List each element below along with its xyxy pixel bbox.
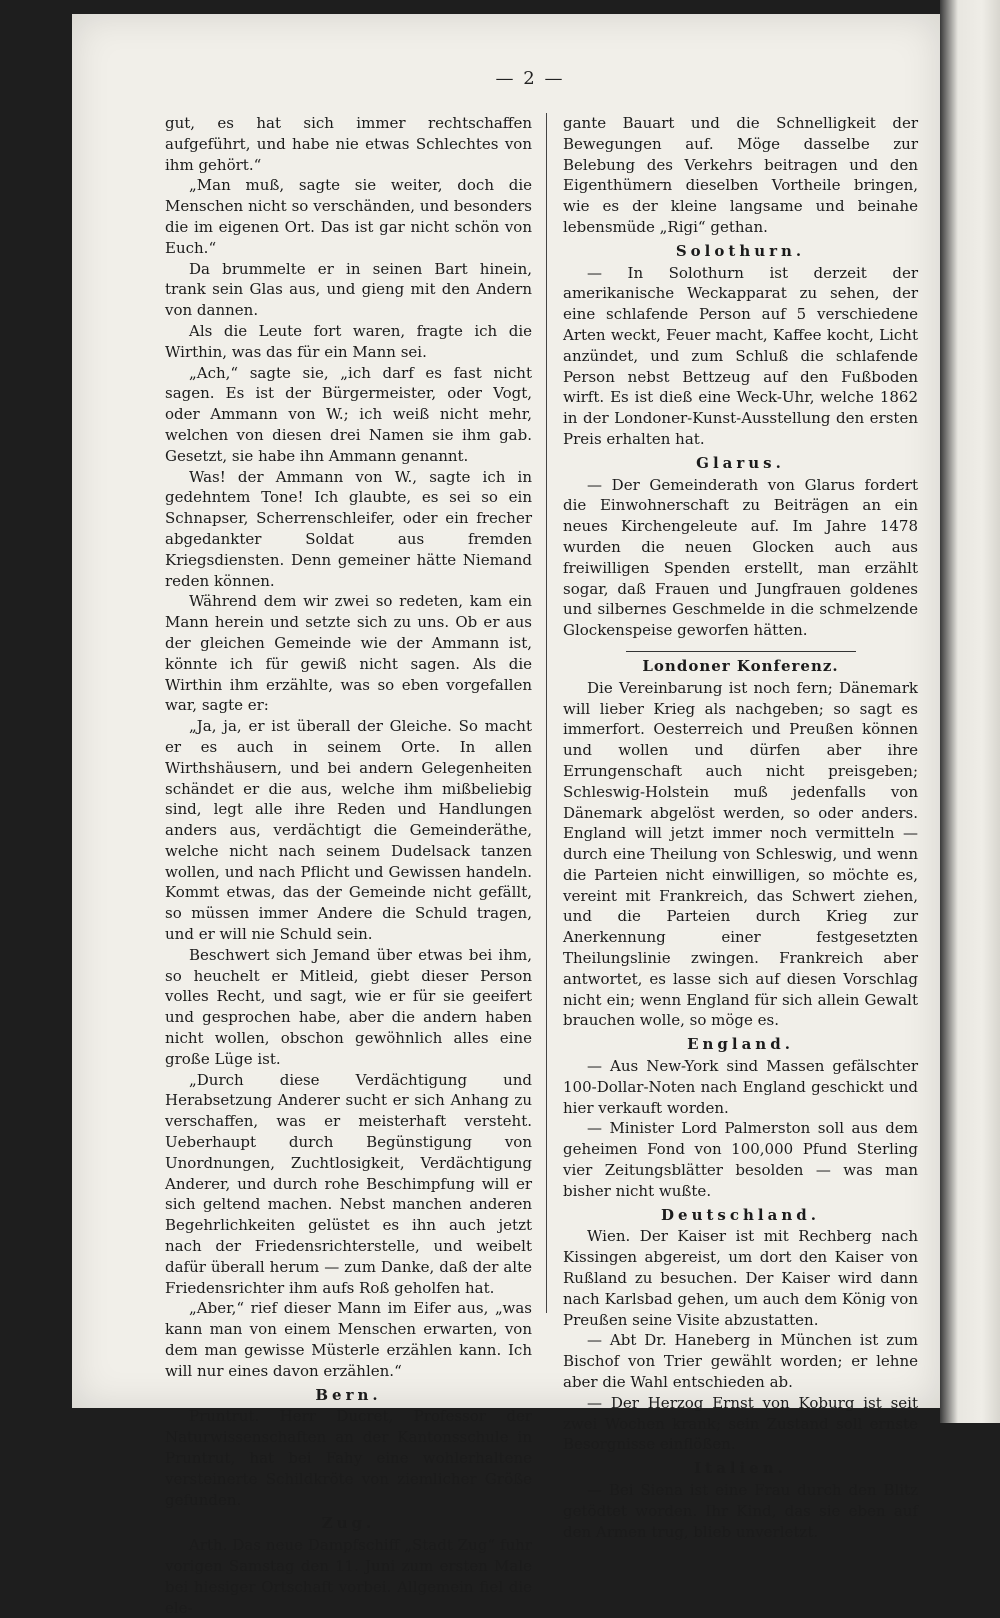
story-paragraph: Was! der Ammann von W., sagte ich in gedehntem Tone! Ich glaubte, es sei so ein Schnapser, Scherrenschleifer, oder ein frecher abgedankter Soldat aus fremden Kriegsdiensten. Denn gemeiner hätte Niemand reden können. (165, 467, 532, 590)
news-paragraph: — Aus New-York sind Massen gefälschter 100-Dollar-Noten nach England geschickt und hier verkauft worden. (563, 1057, 918, 1117)
column-divider (546, 113, 547, 1313)
section-heading-zug: Zug. (321, 1514, 376, 1533)
section-heading-deutschland: Deutschland. (661, 1205, 820, 1224)
story-paragraph: gut, es hat sich immer rechtschaffen aufgeführt, und habe nie etwas Schlechtes von ihm gehört.“ (165, 114, 532, 174)
news-paragraph: — Abt Dr. Haneberg in München ist zum Bischof von Trier gewählt worden; er lehne aber die Wahl entschieden ab. (563, 1331, 918, 1392)
story-paragraph: „Man muß, sagte sie weiter, doch die Menschen nicht so verschänden, und besonders die im eigenen Ort. Das ist gar nicht schön von Euch.“ (165, 176, 532, 257)
section-divider (626, 651, 856, 652)
news-paragraph: Pruntrut. Herr Ducret, Professor der Naturwissenschaften an der Kantonsschule in Pruntrut, hat bei Fahy eine wohlerhaltene versteinerte Schildkröte von ziemlicher Größe gefunden. (165, 1407, 532, 1509)
story-paragraph: „Ach,“ sagte sie, „ich darf es fast nicht sagen. Es ist der Bürgermeister, oder Vogt, oder Ammann von W.; ich weiß nicht mehr, welchen von diesen drei Namen sie ihm gab. Gesetzt, sie habe ihn Ammann genannt. (165, 363, 532, 465)
news-paragraph: — Der Gemeinderath von Glarus fordert die Einwohnerschaft zu Beiträgen an ein neues Kirchengeleute auf. Im Jahre 1478 wurden die neuen Glocken auch aus freiwilligen Spenden erstellt, man erzählt sogar, daß Frauen und Jungfrauen goldenes und silbernes Geschmelde in die schmelzende Glockenspeise geworfen hätten. (563, 475, 918, 640)
section-heading-solothurn: Solothurn. (675, 241, 806, 260)
news-paragraph: — Der Herzog Ernst von Koburg ist seit zwei Wochen krank; sein Zustand soll ernste Besorgnisse einflößen. (563, 1393, 918, 1454)
news-paragraph: gante Bauart und die Schnelligkeit der Bewegungen auf. Möge dasselbe zur Belebung des Verkehrs beitragen und den Eigenthümern dieselben Vortheile bringen, wie es der kleine langsame und beinahe lebensmüde „Rigi“ gethan. (563, 114, 918, 236)
left-column (165, 113, 532, 1618)
news-paragraph: Arth. Das neue Dampfschiff „Stadt Zug“ fuhr vorigen Samstag den 11. Juni zum ersten Male bei hiesiger Ortschaft vorbei. Allgemein fiel die ele- (165, 1536, 532, 1617)
story-paragraph: „Aber,“ rief dieser Mann im Eifer aus, „was kann man von einem Menschen erwarten, von dem man gewisse Müsterle erzählen kann. Ich will nur eines davon erzählen.“ (165, 1299, 532, 1380)
story-paragraph: „Durch diese Verdächtigung und Herabsetzung Anderer sucht er sich Anhang zu verschaffen, was er meisterhaft versteht. Ueberhaupt durch Begünstigung von Unordnungen, Zuchtlosigkeit, Verdächtigung Anderer, und durch rohe Beschimpfung will er sich geltend machen. Nebst manchen anderen Begehrlichkeiten gelüstet es ihn auch jetzt nach der Friedensrichterstelle, und weibelt dafür überall herum — zum Danke, daß der alte Friedensrichter ihm aufs Roß geholfen hat. (165, 1070, 532, 1297)
story-paragraph: Da brummelte er in seinen Bart hinein, trank sein Glas aus, und gieng mit den Andern von dannen. (165, 259, 532, 320)
section-heading-bern: Bern. (315, 1385, 382, 1404)
news-paragraph: Wien. Der Kaiser ist mit Rechberg nach Kissingen abgereist, um dort den Kaiser von Rußland zu besuchen. Der Kaiser wird dann nach Karlsbad gehen, um auch dem König von Preußen seine Visite abzustatten. (563, 1227, 918, 1329)
section-heading-italien: Italien. (694, 1459, 787, 1478)
section-heading-england: England. (687, 1035, 794, 1054)
right-column (563, 113, 918, 1542)
story-paragraph: „Ja, ja, er ist überall der Gleiche. So macht er es auch in seinem Orte. In allen Wirthshäusern, und bei andern Gelegenheiten schändet er die aus, welche ihm mißbeliebig sind, legt alle ihre Reden und Handlungen anders aus, verdächtigt die Gemeinderäthe, welche nicht nach seinem Dudelsack tanzen wollen, und nach Pflicht und Gewissen handeln. Kommt etwas, das der Gemeinde nicht gefällt, so müssen immer Andere die Schuld tragen, und er will nie Schuld sein. (165, 717, 532, 944)
news-paragraph: — Bei Siena ist eine Frau durch den Blitz getödtet worden. Ihr Kind, das sie eben auf den Armen trug, blieb unverletzt. (563, 1481, 918, 1541)
news-paragraph: — In Solothurn ist derzeit der amerikanische Weckapparat zu sehen, der eine schlafende Person auf 5 verschiedene Arten weckt, Feuer macht, Kaffee kocht, Licht anzündet, und zum Schluß die schlafende Person nebst Bettzeug auf den Fußboden wirft. Es ist dieß eine Weck-Uhr, welche 1862 in der Londoner-Kunst-Ausstellung den ersten Preis erhalten hat. (563, 263, 918, 448)
page-number: — 2 — (495, 68, 565, 89)
story-paragraph: Während dem wir zwei so redeten, kam ein Mann herein und setzte sich zu uns. Ob er aus der gleichen Gemeinde wie der Ammann ist, könnte ich für gewiß nicht sagen. Als die Wirthin ihm erzählte, was so eben vorgefallen war, sagte er: (165, 592, 532, 715)
story-paragraph: Als die Leute fort waren, fragte ich die Wirthin, was das für ein Mann sei. (165, 321, 532, 361)
news-paragraph: — Minister Lord Palmerston soll aus dem geheimen Fond von 100,000 Pfund Sterling vier Zeitungsblätter besolden — was man bisher nicht wußte. (563, 1119, 918, 1200)
section-heading-glarus: Glarus. (696, 453, 785, 472)
book-spine (940, 0, 1000, 1423)
news-paragraph: Die Vereinbarung ist noch fern; Dänemark will lieber Krieg als nachgeben; so sagt es immerfort. Oesterreich und Preußen können und wollen und dürfen aber ihre Errungenschaft auch nicht preisgeben; Schleswig-Holstein muß jedenfalls von Dänemark abgelöst werden, so oder anders. England will jetzt immer noch vermitteln — durch eine Theilung von Schleswig, und wenn die Parteien nicht einwilligen, so möchte es, vereint mit Frankreich, das Schwert ziehen, und die Parteien durch Krieg zur Anerkennung einer festgesetzten Theilungslinie zwingen. Frankreich aber antwortet, es lasse sich auf diesen Vorschlag nicht ein; wenn England für sich allein Gewalt brauchen wolle, so möge es. (563, 678, 918, 1030)
section-heading-london: Londoner Konferenz. (642, 656, 839, 675)
story-paragraph: Beschwert sich Jemand über etwas bei ihm, so heuchelt er Mitleid, giebt dieser Person volles Recht, und sagt, wie er für sie geeifert und gesprochen habe, aber die andern haben nicht wollen, obschon gewöhnlich alles eine große Lüge ist. (165, 945, 532, 1068)
